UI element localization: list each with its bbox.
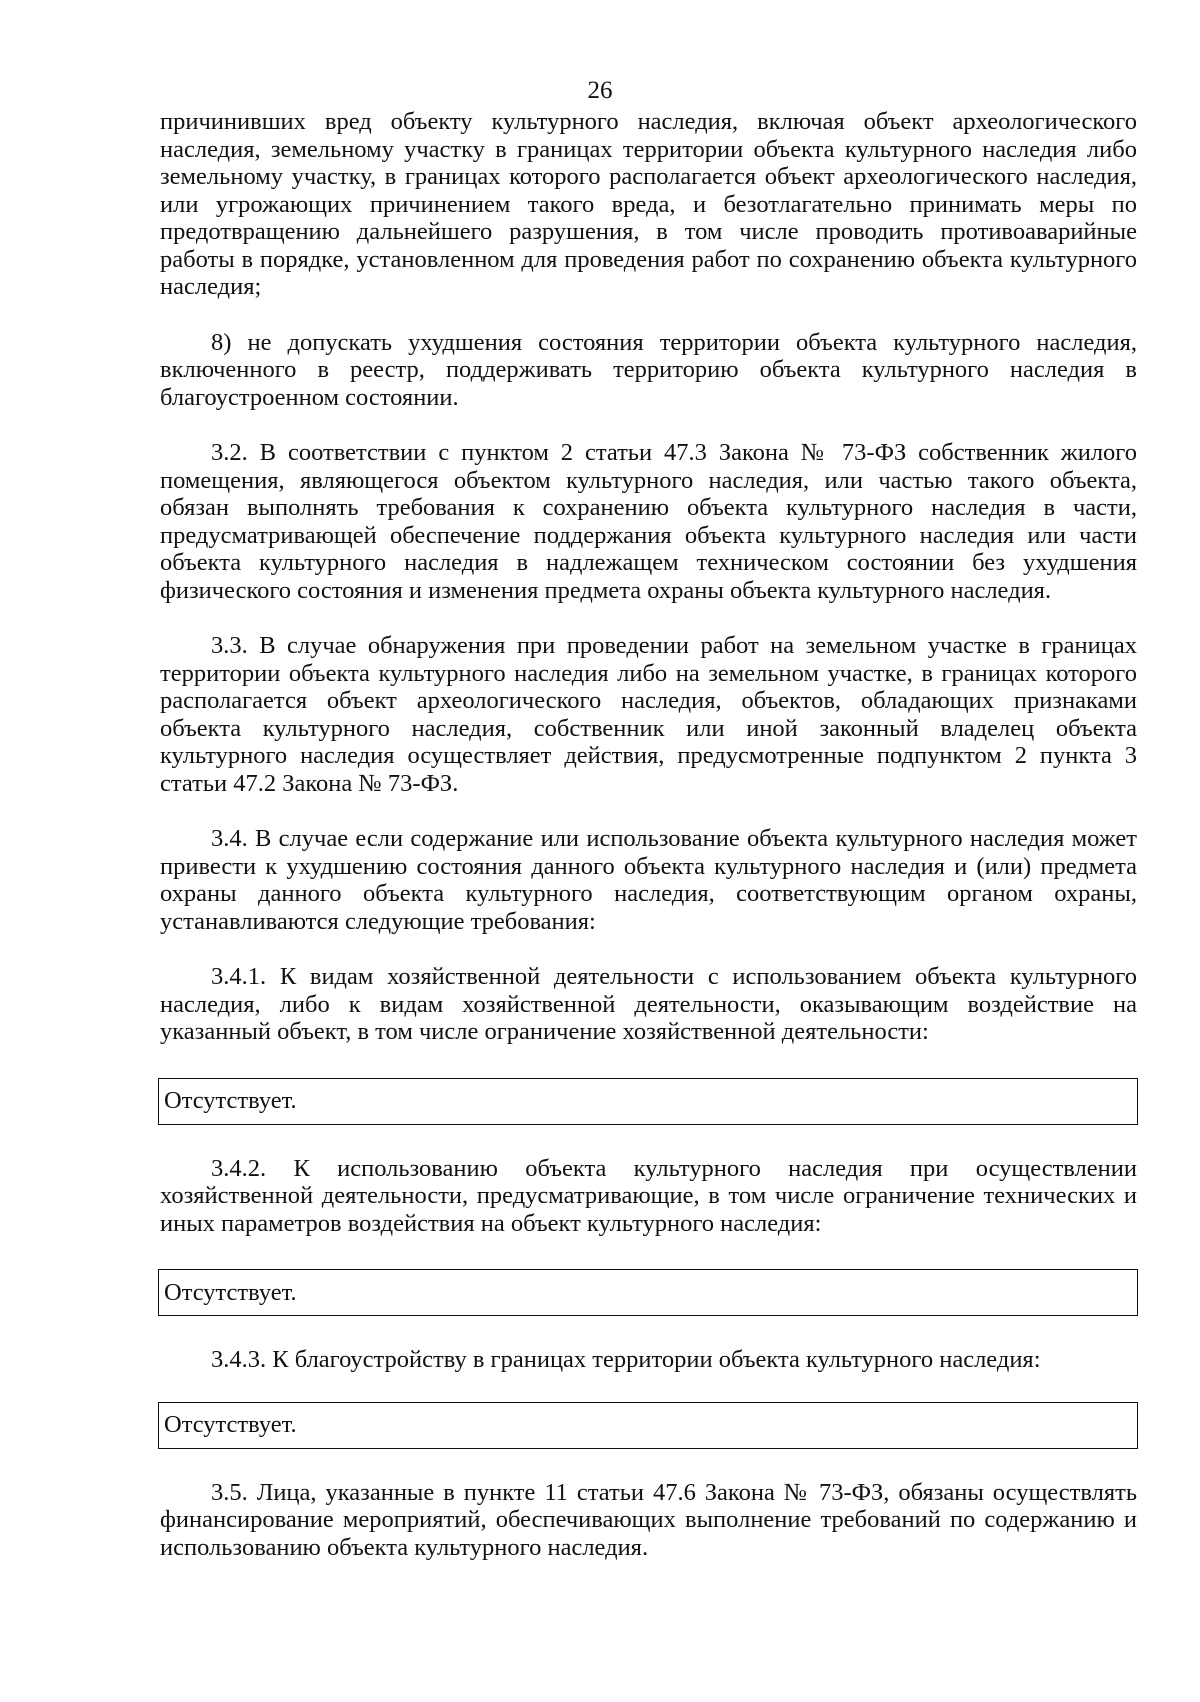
requirement-box-3-4-2 <box>158 1269 1138 1316</box>
paragraph-3-4-3: 3.4.3. К благоустройству в границах территории объекта культурного наследия: <box>211 1346 1041 1373</box>
requirement-box-text: Отсутствует. <box>164 1411 297 1439</box>
document-body <box>160 108 1137 1561</box>
page-number: 26 <box>587 77 613 104</box>
paragraph-item-8: 8) не допускать ухудшения состояния территории объекта культурного наследия, включенного в реестр, поддерживать территорию объекта культурного наследия в благоустроенном состоянии. <box>160 328 1137 411</box>
paragraph-3-2: 3.2. В соответствии с пунктом 2 статьи 47.3 Закона № 73-ФЗ собственник жилого помещения, являющегося объектом культурного наследия, или частью такого объекта, обязан выполнять требования к сохранению объекта культурного наследия в части, предусматривающей обеспечение поддержания объекта культурного наследия или части объекта культурного наследия в надлежащем техническом состоянии без ухудшения физического состояния и изменения предмета охраны объекта культурного наследия. <box>160 439 1137 604</box>
paragraph-3-4-1: 3.4.1. К видам хозяйственной деятельности с использованием объекта культурного наследия, либо к видам хозяйственной деятельности, оказывающим воздействие на указанный объект, в том числе ограничение хозяйственной деятельности: <box>160 963 1137 1045</box>
paragraph-3-5: 3.5. Лица, указанные в пункте 11 статьи 47.6 Закона № 73-ФЗ, обязаны осуществлять финансирование мероприятий, обеспечивающих выполнение требований по содержанию и использованию объекта культурного наследия. <box>160 1478 1137 1561</box>
paragraph-3-4-2: 3.4.2. К использованию объекта культурного наследия при осуществлении хозяйственной деятельности, предусматривающие, в том числе ограничение технических и иных параметров воздействия на объект культурного наследия: <box>160 1154 1137 1237</box>
requirement-box-3-4-1 <box>158 1078 1138 1125</box>
requirement-box-text: Отсутствует. <box>164 1087 297 1115</box>
paragraph-3-3: 3.3. В случае обнаружения при проведении работ на земельном участке в границах территории объекта культурного наследия либо на земельном участке, в границах которого располагается объект археологического наследия, объектов, обладающих признаками объекта культурного наследия, собственник или иной законный владелец объекта культурного наследия осуществляет действия, предусмотренные подпунктом 2 пункта 3 статьи 47.2 Закона № 73-ФЗ. <box>160 632 1137 797</box>
paragraph-continued: причинивших вред объекту культурного наследия, включая объект археологического наследия, земельному участку в границах территории объекта культурного наследия либо земельному участку, в границах которого располагается объект археологического наследия, или угрожающих причинением такого вреда, и безотлагательно принимать меры по предотвращению дальнейшего разрушения, в том числе проводить противоаварийные работы в порядке, установленном для проведения работ по сохранению объекта культурного наследия; <box>160 108 1137 300</box>
requirement-box-3-4-3 <box>158 1402 1138 1449</box>
requirement-box-text: Отсутствует. <box>164 1278 297 1306</box>
paragraph-3-4: 3.4. В случае если содержание или использование объекта культурного наследия может привести к ухудшению состояния данного объекта культурного наследия и (или) предмета охраны данного объекта культурного наследия, соответствующим органом охраны, устанавливаются следующие требования: <box>160 825 1137 935</box>
